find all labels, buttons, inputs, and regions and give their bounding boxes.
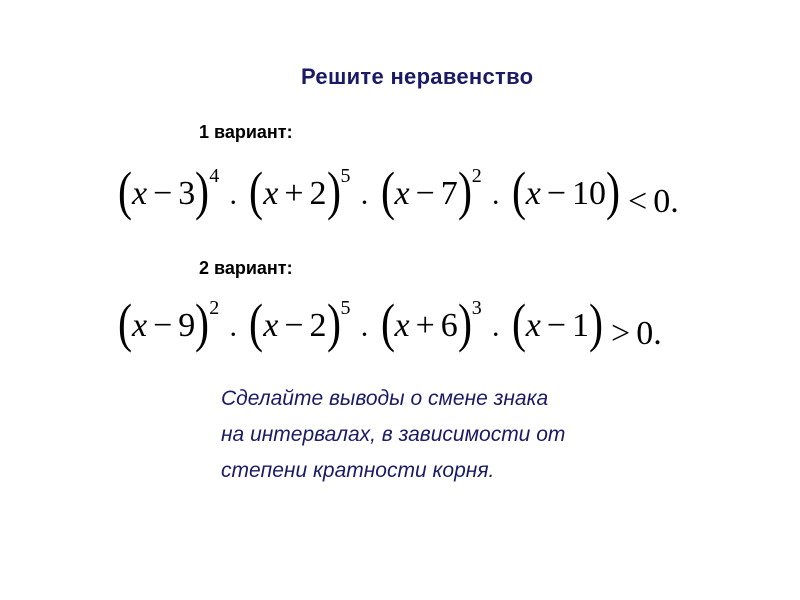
left-paren: ( (249, 293, 264, 353)
note-line-1: Сделайте выводы о смене знака (221, 387, 549, 410)
constant: 2 (309, 175, 327, 212)
variant-2-label: 2 вариант: (199, 258, 293, 278)
multiply-dot: · (228, 186, 239, 219)
right-paren: ) (457, 161, 472, 221)
right-paren: ) (326, 161, 341, 221)
inequality-variant-1 (116, 161, 679, 225)
factor (379, 293, 482, 353)
variable-x: x (525, 307, 541, 344)
right-hand-side: 0. (653, 183, 679, 220)
left-paren: ( (511, 161, 526, 221)
operator: − (153, 175, 173, 212)
factor (510, 161, 622, 221)
inequality-variant-2 (116, 293, 662, 357)
constant: 1 (572, 307, 590, 344)
left-paren: ( (380, 293, 395, 353)
operator: − (546, 175, 567, 212)
operator: − (284, 307, 304, 344)
right-paren: ) (605, 161, 621, 221)
left-paren: ( (249, 161, 264, 221)
relation-sign: < (628, 183, 648, 220)
operator: − (153, 307, 173, 344)
exponent: 2 (471, 165, 482, 187)
factor (510, 293, 605, 353)
right-paren: ) (195, 293, 210, 353)
variable-x: x (131, 175, 148, 212)
factor (379, 161, 482, 221)
factor-body (132, 304, 195, 348)
left-paren: ( (117, 293, 133, 353)
exponent: 3 (471, 297, 482, 319)
left-paren: ( (117, 161, 133, 221)
multiply-dot: · (359, 186, 370, 219)
multiply-dot: · (490, 318, 501, 351)
factor (247, 293, 351, 353)
factor-body (526, 304, 589, 348)
multiply-dot: · (490, 186, 501, 219)
factor-body (132, 172, 195, 216)
note-line-2: на интервалах, в зависимости от (221, 423, 566, 446)
variable-x: x (131, 307, 148, 344)
variable-x: x (394, 307, 410, 344)
exponent: 2 (209, 297, 220, 319)
constant: 7 (440, 175, 458, 212)
variable-x: x (394, 175, 410, 212)
factor-body (263, 172, 326, 216)
page-title: Решите неравенство (301, 64, 534, 89)
exponent: 4 (209, 165, 220, 187)
relation-sign: > (611, 315, 631, 352)
factor-body (394, 172, 457, 216)
exponent: 5 (340, 165, 351, 187)
variant-1-label: 1 вариант: (199, 122, 293, 142)
operator: + (415, 307, 435, 344)
operator: − (415, 175, 435, 212)
factor (116, 161, 220, 221)
constant: 2 (309, 307, 327, 344)
right-paren: ) (457, 293, 472, 353)
variable-x: x (263, 307, 279, 344)
variable-x: x (263, 175, 279, 212)
note-line-3: степени кратности корня. (221, 459, 495, 482)
right-hand-side: 0. (636, 315, 662, 352)
factor-body (394, 304, 457, 348)
multiply-dot: · (359, 318, 370, 351)
factor (116, 293, 220, 353)
operator: + (284, 175, 304, 212)
constant: 6 (440, 307, 458, 344)
constant: 9 (178, 307, 196, 344)
left-paren: ( (511, 293, 526, 353)
right-paren: ) (588, 293, 604, 353)
exponent: 5 (340, 297, 351, 319)
factor (247, 161, 351, 221)
variable-x: x (525, 175, 541, 212)
operator: − (546, 307, 567, 344)
factor-body (526, 172, 606, 216)
instruction-note (221, 381, 565, 489)
factor-body (263, 304, 326, 348)
right-paren: ) (326, 293, 341, 353)
multiply-dot: · (228, 318, 239, 351)
constant: 10 (572, 175, 607, 212)
constant: 3 (178, 175, 196, 212)
right-paren: ) (195, 161, 210, 221)
left-paren: ( (380, 161, 395, 221)
